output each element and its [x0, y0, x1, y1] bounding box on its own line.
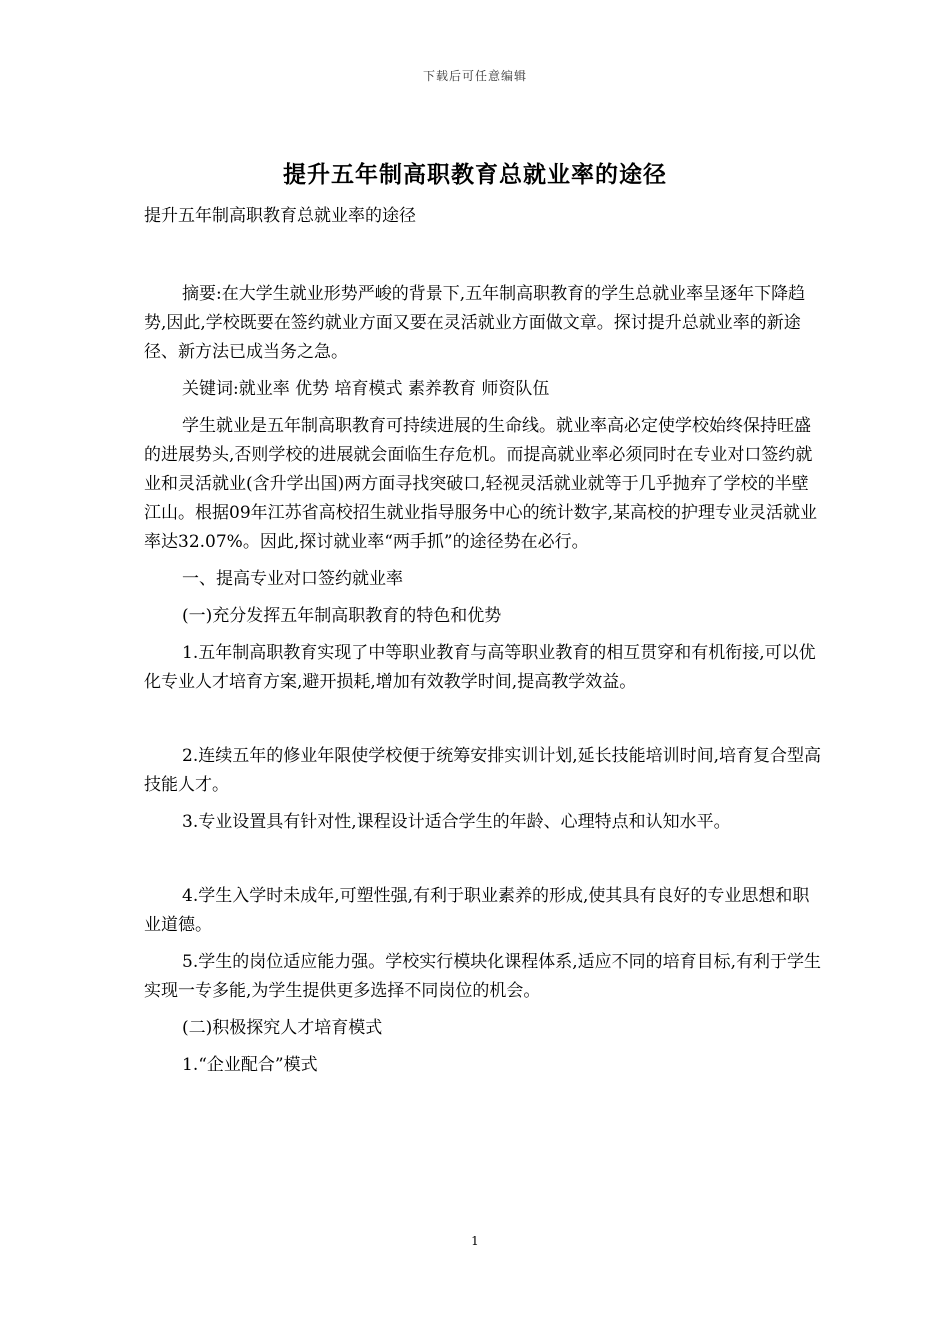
list-item: 3.专业设置具有针对性,课程设计适合学生的年龄、心理特点和认知水平。	[182, 812, 731, 832]
list-item: 2.连续五年的修业年限使学校便于统筹安排实训计划,延长技能培训时间,培育复合型高技能人才。	[144, 746, 822, 795]
header-note: 下载后可任意编辑	[422, 69, 527, 83]
keywords-paragraph: 关键词:就业率 优势 培育模式 素养教育 师资队伍	[182, 379, 550, 399]
subsection-heading: (二)积极探究人才培育模式	[182, 1018, 383, 1038]
abstract-paragraph: 摘要:在大学生就业形势严峻的背景下,五年制高职教育的学生总就业率呈逐年下降趋势,因此,学校既要在签约就业方面又要在灵活就业方面做文章。探讨提升总就业率的新途径、新方法已成当务之急。	[144, 284, 806, 362]
page-number: 1	[471, 1234, 479, 1248]
intro-paragraph: 学生就业是五年制高职教育可持续进展的生命线。就业率高必定使学校始终保持旺盛的进展势头,否则学校的进展就会面临生存危机。而提高就业率必须同时在专业对口签约就业和灵活就业(含升学出国)两方面寻找突破口,轻视灵活就业就等于几乎抛弃了学校的半壁江山。根据09年江苏省高校招生就业指导服务中心的统计数字,某高校的护理专业灵活就业率达32.07%。因此,探讨就业率“两手抓”的途径势在必行。	[144, 416, 818, 552]
document-subtitle: 提升五年制高职教育总就业率的途径	[144, 206, 416, 226]
list-item: 1.“企业配合”模式	[182, 1055, 318, 1075]
list-item: 1.五年制高职教育实现了中等职业教育与高等职业教育的相互贯穿和有机衔接,可以优化专业人才培育方案,避开损耗,增加有效教学时间,提高教学效益。	[144, 643, 816, 692]
subsection-heading: (一)充分发挥五年制高职教育的特色和优势	[182, 606, 502, 626]
list-item: 4.学生入学时未成年,可塑性强,有利于职业素养的形成,使其具有良好的专业思想和职业道德。	[144, 886, 810, 935]
section-heading: 一、提高专业对口签约就业率	[182, 569, 403, 589]
document-body	[144, 202, 824, 1088]
list-item: 5.学生的岗位适应能力强。学校实行模块化课程体系,适应不同的培育目标,有利于学生实现一专多能,为学生提供更多选择不同岗位的机会。	[144, 952, 822, 1001]
document-title: 提升五年制高职教育总就业率的途径	[283, 161, 667, 188]
